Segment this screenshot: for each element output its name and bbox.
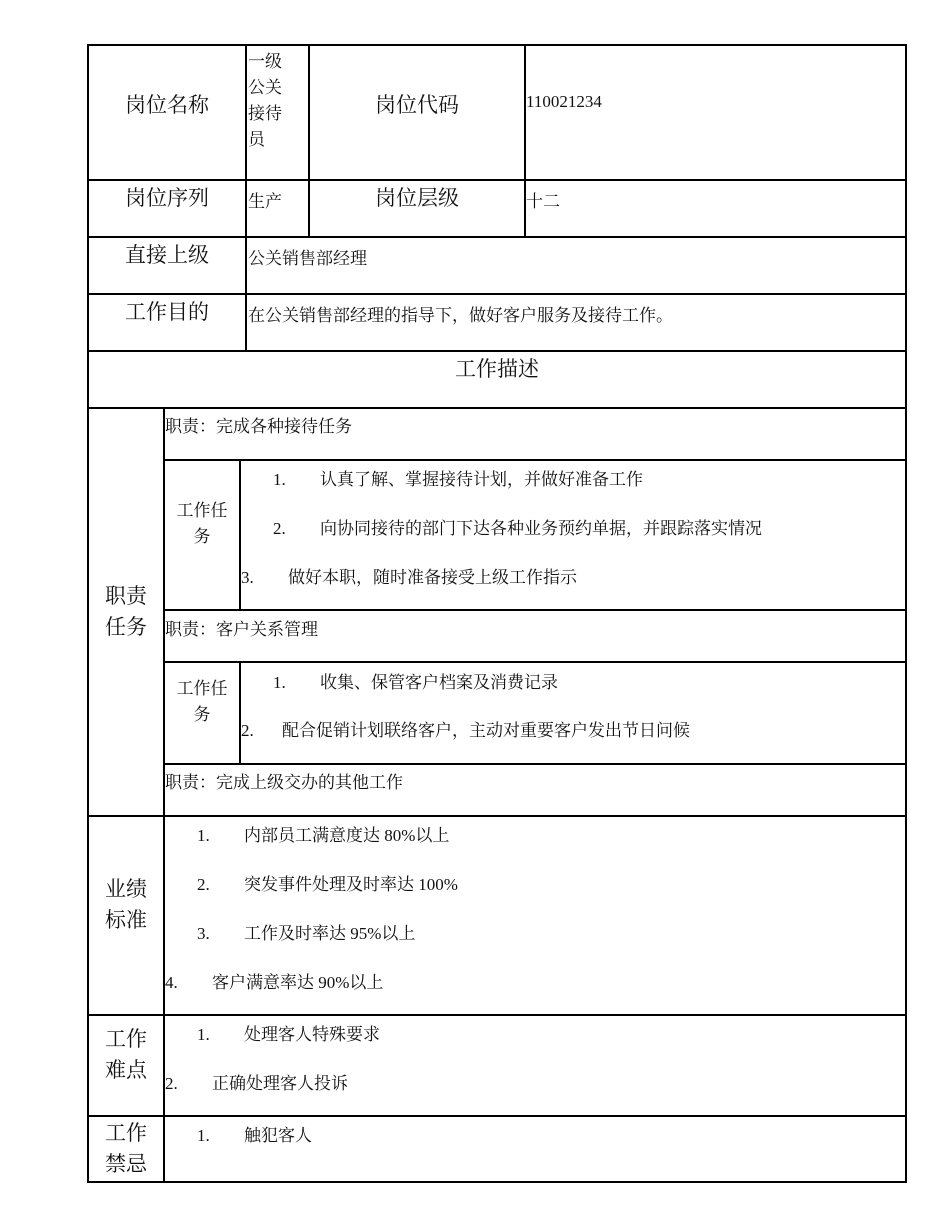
superior-label: 直接上级 <box>125 243 209 267</box>
row-divider <box>163 609 907 611</box>
purpose-value: 在公关销售部经理的指导下，做好客户服务及接待工作。 <box>248 306 673 325</box>
row-divider <box>87 407 907 409</box>
level-label: 岗位层级 <box>375 186 459 210</box>
task-item: 1. 认真了解、掌握接待计划，并做好准备工作 <box>273 470 643 489</box>
row-divider <box>163 763 907 765</box>
table-border-right <box>905 44 907 1183</box>
row-divider <box>87 815 907 817</box>
col-divider <box>245 44 247 352</box>
performance-item: 1. 内部员工满意度达 80%以上 <box>197 826 450 845</box>
purpose-label: 工作目的 <box>125 300 209 324</box>
task-label: 工作任 务 <box>176 679 228 724</box>
taboo-item: 1. 触犯客人 <box>197 1126 312 1145</box>
table-border-bottom <box>87 1181 907 1183</box>
duty-title: 职责：完成上级交办的其他工作 <box>165 773 403 792</box>
task-label: 工作任 务 <box>176 501 228 546</box>
post-code-value: 110021234 <box>526 92 602 111</box>
superior-value: 公关销售部经理 <box>248 249 367 268</box>
post-name-label: 岗位名称 <box>125 92 209 117</box>
task-item: 2. 向协同接待的部门下达各种业务预约单据，并跟踪落实情况 <box>273 519 762 538</box>
row-divider <box>163 661 907 663</box>
performance-item: 3. 工作及时率达 95%以上 <box>197 924 416 943</box>
task-item: 3. 做好本职，随时准备接受上级工作指示 <box>241 568 577 587</box>
duty-title: 职责：客户关系管理 <box>165 620 318 639</box>
difficulty-item: 2. 正确处理客人投诉 <box>165 1074 348 1093</box>
sequence-label: 岗位序列 <box>125 186 209 210</box>
sequence-value: 生产 <box>248 192 282 211</box>
duty-title: 职责：完成各种接待任务 <box>165 417 352 436</box>
performance-item: 4. 客户满意率达 90%以上 <box>165 973 384 992</box>
taboos-label: 工作 禁忌 <box>105 1121 147 1176</box>
row-divider <box>87 1115 907 1117</box>
performance-item: 2. 突发事件处理及时率达 100% <box>197 875 458 894</box>
performance-label: 业绩 标准 <box>105 876 147 932</box>
task-item: 1. 收集、保管客户档案及消费记录 <box>273 673 558 692</box>
col-divider <box>239 661 241 765</box>
post-name-value: 一级 公关 接待 员 <box>248 52 282 149</box>
task-item: 2. 配合促销计划联络客户，主动对重要客户发出节日问候 <box>241 721 690 740</box>
row-divider <box>87 1014 907 1016</box>
difficulties-label: 工作 难点 <box>105 1027 147 1082</box>
col-divider <box>239 459 241 611</box>
level-value: 十二 <box>526 192 560 211</box>
row-divider <box>163 459 907 461</box>
description-title: 工作描述 <box>455 357 539 381</box>
post-code-label: 岗位代码 <box>375 92 459 117</box>
duties-label: 职责 任务 <box>105 584 147 639</box>
difficulty-item: 1. 处理客人特殊要求 <box>197 1025 380 1044</box>
